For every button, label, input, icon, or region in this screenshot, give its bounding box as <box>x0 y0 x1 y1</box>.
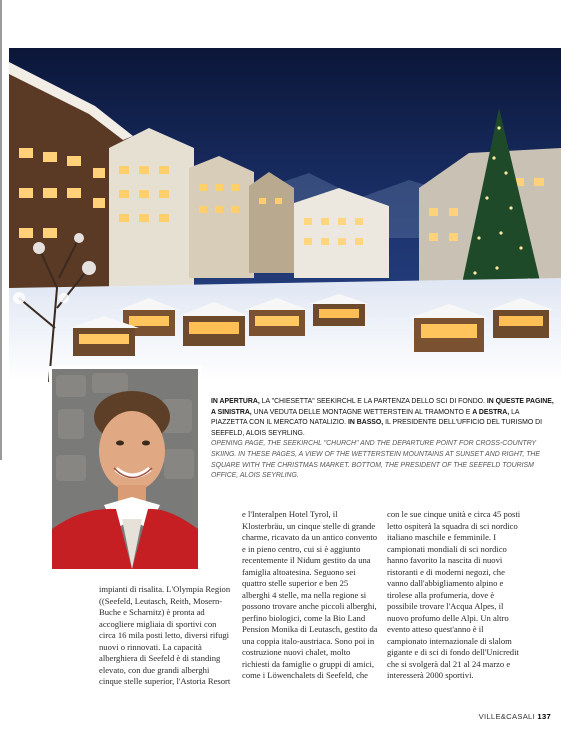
caption-segment: IN BASSO, <box>347 419 384 427</box>
christmas-market-photo <box>9 48 561 382</box>
photo-caption <box>211 397 556 482</box>
caption-segment: IN QUESTE PAGINE, A SINISTRA, <box>211 398 554 416</box>
caption-segment: LA PIAZZETTA CON IL MERCATO NATALIZIO. <box>211 408 520 427</box>
caption-segment: UNA VEDUTA DELLE MONTAGNE WETTERSTEIN AL TRAMONTO E <box>251 408 473 416</box>
body-column-3: con le sue cinque unità e circa 45 posti letto ospiterà la squadra di sci nordico italiano maschile e femminile. I campionati mondiali di sci nordico hanno favorito la nascita di nuovi ristoranti e di moderni negozi, che vanno dall'abbigliamento alpino e tirolese alla profumeria, dove è possibile trovare l'Acqua Alpes, il nuovo profumo delle Alpi. Un altro evento atteso quest'anno è il campionato internazionale di slalom gigante e di sci di fondo dell'Unicredit che si svolgerà dal 21 al 24 marzo e interesserà 2000 sportivi. <box>387 509 521 680</box>
page-number: 137 <box>537 712 551 721</box>
page-footer <box>479 712 551 721</box>
caption-segment: IL PRESIDENTE DELL'UFFICIO DEL TURISMO DI SEEFELD, ALOIS SEYRLING. <box>211 419 542 437</box>
alois-seyrling-portrait <box>49 366 201 572</box>
caption-segment: A DESTRA, <box>472 408 510 416</box>
caption-italian <box>211 397 556 439</box>
body-column-2: e l'Interalpen Hotel Tyrol, il Klosterbräu, un cinque stelle di grande charme, ricavato da un antico convento e in pieno centro, cui si è aggiunto recentemente il Nidum gestito da una famiglia altoatesina. Seguono sei quattro stelle superior e ben 25 alberghi 4 stelle, ma nella regione si possono trovare anche piccoli alberghi, perfino biologici, come la Bio Land Pension Monika di Leutasch, gestito da una coppia italo-austriaca. Sono poi in costruzione nuovi chalet, molto richiesti da famiglie o gruppi di amici, come i Löwenchalets di Seefeld, che <box>242 509 378 680</box>
body-column-1: impianti di risalita. L'Olympia Region ((Seefeld, Leutasch, Reith, Mosern-Buche e Scharnitz) è pronta ad accogliere migliaia di sportivi con circa 16 mila posti letto, diversi rifugi nuovi o rinnovati. La capacità alberghiera di Seefeld è di standing elevato, con due grandi alberghi cinque stelle superior, l'Astoria Resort <box>99 584 231 686</box>
caption-segment: IN APERTURA, <box>211 398 260 405</box>
page-edge-rule <box>0 0 2 460</box>
magazine-name: VILLE&CASALI <box>478 712 535 721</box>
caption-segment: LA "CHIESETTA" SEEKIRCHL E LA PARTENZA DELLO SCI DI FONDO. <box>259 398 487 405</box>
caption-english: OPENING PAGE, THE SEEKIRCHL "CHURCH" AND THE DEPARTURE POINT FOR CROSS-COUNTRY SKIING. IN THESE PAGES, A VIEW OF THE WETTERSTEIN MOUNTAINS AT SUNSET AND RIGHT, THE SQUARE WITH THE CHRISTMAS MARKET. BOTTOM, THE PRESIDENT OF THE SEEFELD TOURISM OFFICE, ALOIS SEYRLING. <box>211 440 540 480</box>
